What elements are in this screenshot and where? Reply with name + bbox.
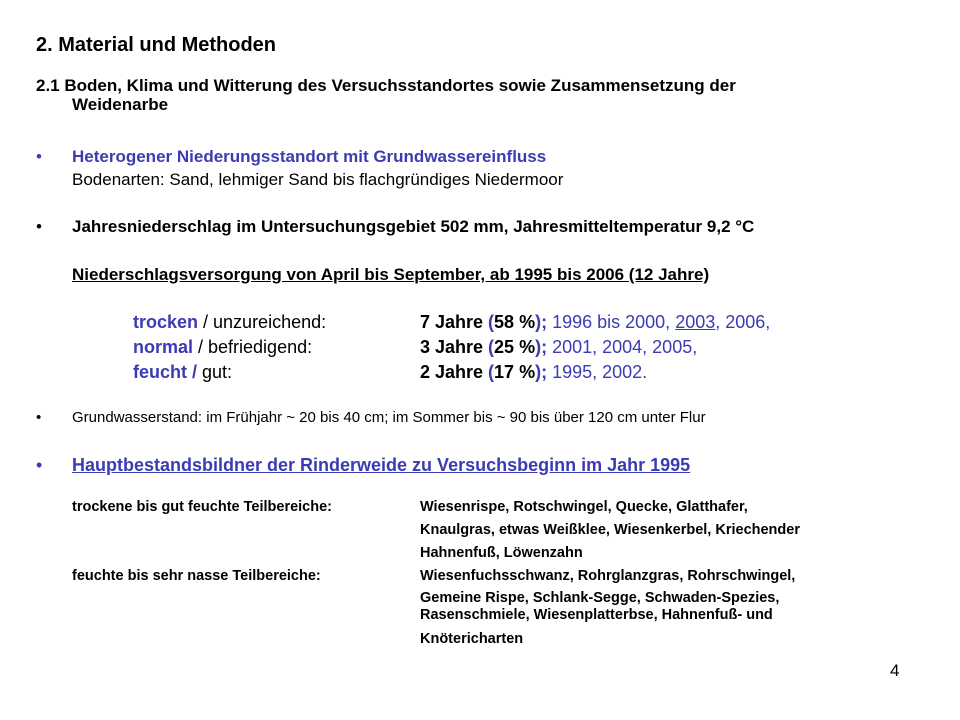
wet-species-line: Gemeine Rispe, Schlank-Segge, Schwaden-Spezies,	[420, 590, 780, 606]
page-number: 4	[890, 661, 900, 680]
dry-species-line: Hahnenfuß, Löwenzahn	[420, 545, 583, 561]
category-values: 3 Jahre (25 %); 2001, 2004, 2005,	[420, 337, 698, 357]
bullet-marker: •	[36, 409, 42, 426]
wet-zone-label: feuchte bis sehr nasse Teilbereiche:	[72, 568, 321, 584]
section-heading-line2: Weidenarbe	[72, 95, 169, 114]
wet-species-line: Knötericharten	[420, 631, 524, 647]
wet-species-line: Wiesenfuchsschwanz, Rohrglanzgras, Rohrschwingel,	[420, 568, 796, 584]
precipitation-subheading: Niederschlagsversorgung von April bis September, ab 1995 bis 2006 (12 Jahre)	[72, 265, 710, 284]
bullet-marker: •	[36, 455, 43, 475]
category-label: normal / befriedigend:	[133, 337, 313, 357]
category-values: 7 Jahre (58 %); 1996 bis 2000, 2003, 2006,	[420, 312, 771, 332]
soil-heading: Heterogener Niederungsstandort mit Grundwassereinfluss	[72, 147, 547, 166]
soil-detail: Bodenarten: Sand, lehmiger Sand bis flachgründiges Niedermoor	[72, 170, 564, 189]
bullet-marker: •	[36, 147, 42, 166]
dry-zone-label: trockene bis gut feuchte Teilbereiche:	[72, 499, 332, 515]
category-label: feucht / gut:	[133, 362, 233, 382]
climate-heading: Jahresniederschlag im Untersuchungsgebiet 502 mm, Jahresmitteltemperatur 9,2 °C	[72, 217, 755, 236]
dry-species-line: Wiesenrispe, Rotschwingel, Quecke, Glatthafer,	[420, 499, 748, 515]
bullet-marker: •	[36, 217, 42, 236]
page-title: 2. Material und Methoden	[36, 34, 277, 56]
section-heading-line1: 2.1 Boden, Klima und Witterung des Versuchsstandortes sowie Zusammensetzung der	[36, 76, 736, 95]
category-label: trocken / unzureichend:	[133, 312, 327, 332]
vegetation-heading: Hauptbestandsbildner der Rinderweide zu Versuchsbeginn im Jahr 1995	[72, 455, 691, 475]
category-values: 2 Jahre (17 %); 1995, 2002.	[420, 362, 648, 382]
wet-species-line: Rasenschmiele, Wiesenplatterbse, Hahnenfuß- und	[420, 607, 773, 623]
dry-species-line: Knaulgras, etwas Weißklee, Wiesenkerbel, Kriechender	[420, 522, 800, 538]
groundwater-text: Grundwasserstand: im Frühjahr ~ 20 bis 40 cm; im Sommer bis ~ 90 bis über 120 cm unter Flur	[72, 409, 706, 426]
